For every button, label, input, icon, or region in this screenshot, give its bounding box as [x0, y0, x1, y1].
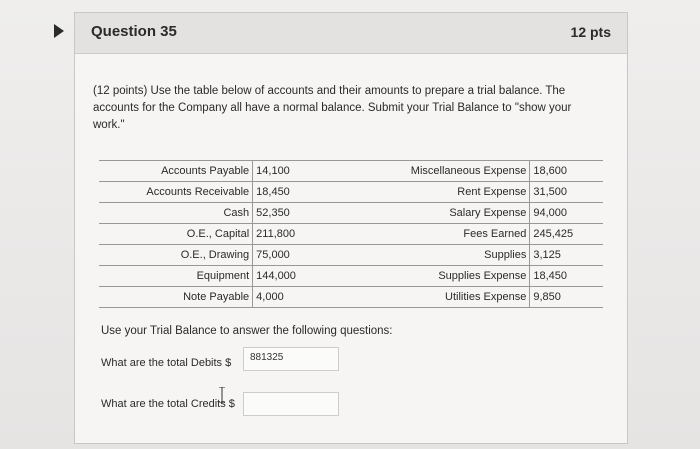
account-amount: 94,000 [530, 203, 603, 224]
use-trial-balance-text: Use your Trial Balance to answer the following questions: [101, 325, 393, 337]
table-row [99, 203, 603, 224]
account-name: Rent Expense [353, 182, 530, 203]
account-amount: 18,450 [253, 182, 328, 203]
total-credits-input[interactable] [243, 392, 339, 416]
account-name: Utilities Expense [353, 287, 530, 308]
account-name: Accounts Payable [99, 161, 253, 182]
total-debits-input[interactable]: 881325 [243, 347, 339, 371]
table-row [99, 224, 603, 245]
question-header [75, 13, 627, 54]
table-row [99, 161, 603, 182]
account-name: Cash [99, 203, 253, 224]
account-name: Miscellaneous Expense [353, 161, 530, 182]
account-amount: 3,125 [530, 245, 603, 266]
account-amount: 211,800 [253, 224, 328, 245]
account-amount: 52,350 [253, 203, 328, 224]
account-name: Note Payable [99, 287, 253, 308]
accounts-table [99, 160, 603, 308]
account-name: Accounts Receivable [99, 182, 253, 203]
table-row [99, 266, 603, 287]
table-row [99, 182, 603, 203]
account-amount: 9,850 [530, 287, 603, 308]
question-points: 12 pts [570, 24, 611, 40]
account-amount: 14,100 [253, 161, 328, 182]
account-amount: 4,000 [253, 287, 328, 308]
text-cursor-icon [219, 387, 225, 403]
question-title: Question 35 [91, 23, 177, 40]
table-row [99, 287, 603, 308]
account-amount: 18,450 [530, 266, 603, 287]
question-card [74, 12, 628, 444]
total-debits-label: What are the total Debits $ [101, 357, 232, 369]
account-amount: 75,000 [253, 245, 328, 266]
account-amount: 245,425 [530, 224, 603, 245]
account-amount: 144,000 [253, 266, 328, 287]
account-name: O.E., Capital [99, 224, 253, 245]
question-instructions: (12 points) Use the table below of accounts and their amounts to prepare a trial balance. The accounts for the Company all have a normal balance. Submit your Trial Balance to "show your work." [93, 85, 572, 131]
account-name: O.E., Drawing [99, 245, 253, 266]
total-credits-label: What are the total Credits $ [101, 398, 235, 410]
account-name: Fees Earned [353, 224, 530, 245]
account-amount: 18,600 [530, 161, 603, 182]
account-name: Supplies Expense [353, 266, 530, 287]
account-name: Equipment [99, 266, 253, 287]
table-row [99, 245, 603, 266]
account-name: Supplies [353, 245, 530, 266]
account-name: Salary Expense [353, 203, 530, 224]
account-amount: 31,500 [530, 182, 603, 203]
question-marker-icon [54, 24, 64, 38]
